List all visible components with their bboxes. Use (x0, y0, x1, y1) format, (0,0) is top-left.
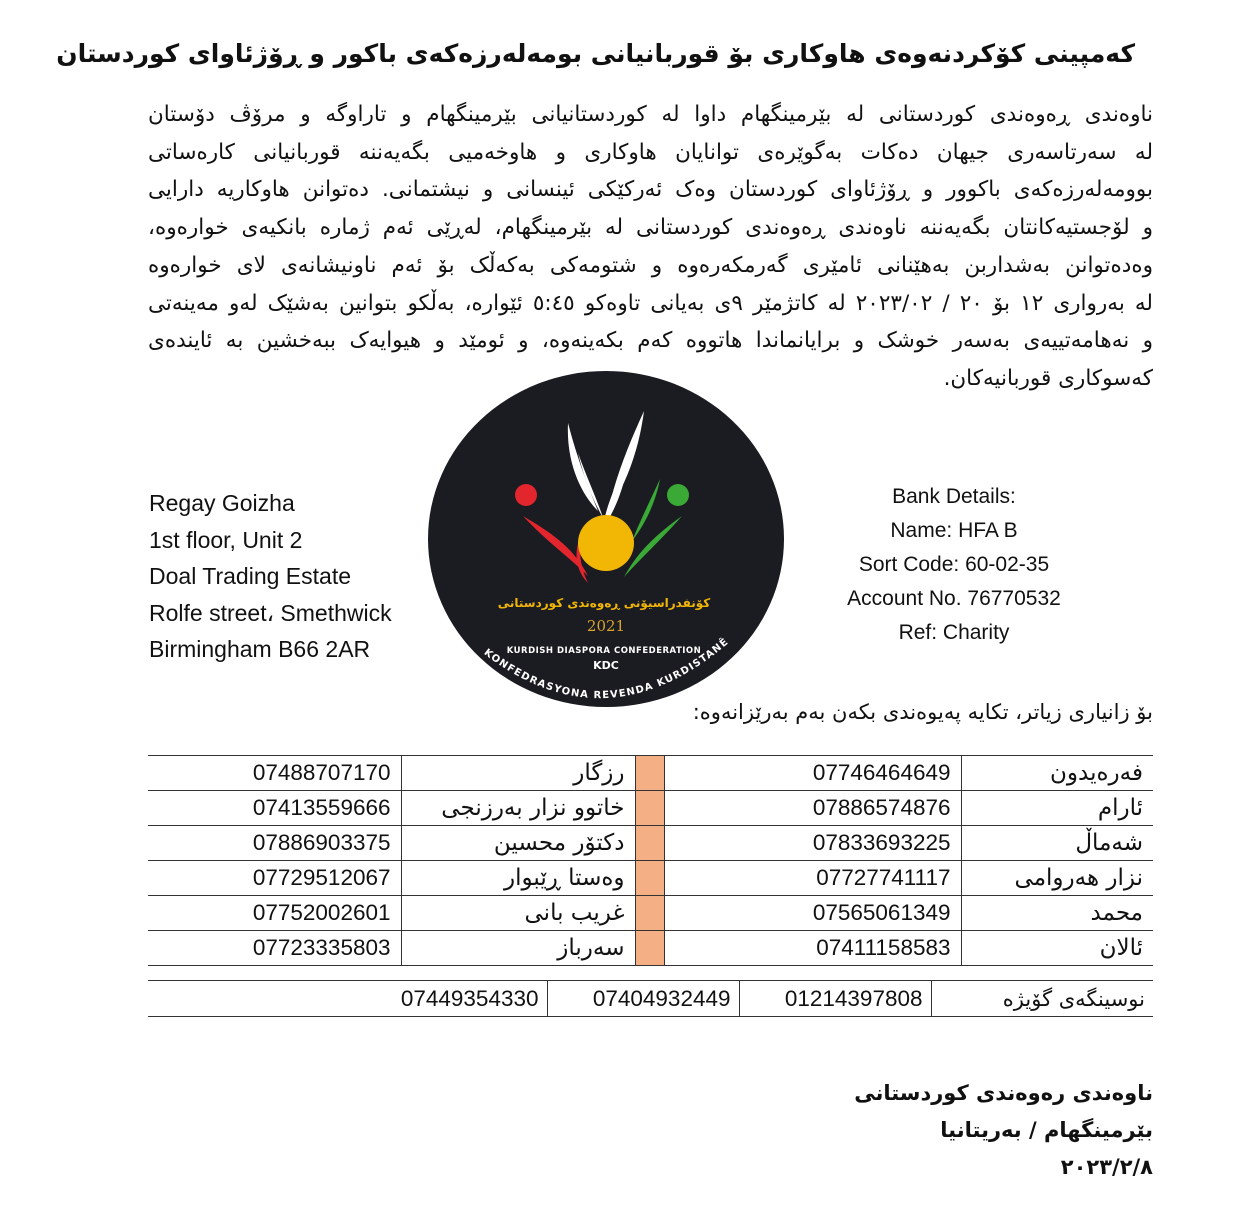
address-line: Regay Goizha (149, 490, 295, 516)
intro-paragraph (148, 96, 1153, 398)
logo-yellow-sun (578, 515, 634, 571)
office-phones-table (148, 980, 1153, 1017)
bank-account-number: Account No. 76770532 (847, 587, 1061, 610)
table-row (148, 756, 1153, 791)
signature-location: بێرمینگهام / بەریتانیا (940, 1118, 1153, 1142)
contact-phone: 07488707170 (148, 756, 401, 791)
table-row (148, 791, 1153, 826)
table-row (148, 931, 1153, 966)
table-row (148, 896, 1153, 931)
contacts-table (148, 755, 1153, 966)
contact-phone: 07729512067 (148, 861, 401, 896)
contact-phone: 07886574876 (664, 791, 961, 826)
office-phone: 07449354330 (148, 981, 547, 1017)
bank-reference: Ref: Charity (898, 621, 1010, 644)
contact-phone: 07833693225 (664, 826, 961, 861)
bank-name: Name: HFA B (890, 519, 1018, 542)
contact-note: بۆ زانیاری زیاتر، تکایە پەیوەندی بکەن بەم بەرێزانەوە: (692, 700, 1153, 724)
contact-phone: 07723335803 (148, 931, 401, 966)
table-separator-cell (635, 861, 664, 896)
office-label: نوسینگەی گۆیژە (931, 981, 1153, 1017)
signature-block (700, 1075, 1153, 1186)
address-line: Birmingham B66 2AR (149, 636, 371, 662)
contact-phone: 07886903375 (148, 826, 401, 861)
contact-phone: 07565061349 (664, 896, 961, 931)
contact-name: ئارام (961, 791, 1153, 826)
intro-line: لە سەرتاسەری جیهان دەکات بەگوێرەی توانایان هاوکاری و هاوخەمیی بگەیەننە قوربانیانی کارەساتی (148, 139, 1153, 165)
contact-name: نزار هەروامی (961, 861, 1153, 896)
bank-sort-code: Sort Code: 60-02-35 (858, 553, 1050, 576)
intro-line: بوومەلەرزەکەی باکوور و ڕۆژئاوای کوردستان وەک ئەرکێکی ئینسانی و نیشتمانی. دەتوانن هاوکاریە دارایی (148, 177, 1153, 203)
office-phone: 01214397808 (739, 981, 931, 1017)
contact-phone: 07413559666 (148, 791, 401, 826)
table-separator-cell (635, 826, 664, 861)
address-line: Doal Trading Estate (149, 563, 352, 589)
intro-line: کەسوکاری قوربانیەکان. (943, 365, 1153, 391)
table-row (148, 981, 1153, 1017)
contact-name: سەرباز (401, 931, 635, 966)
drop-off-address (149, 485, 392, 668)
table-separator-cell (635, 756, 664, 791)
contact-name: ئالان (961, 931, 1153, 966)
page-title: کەمپینی کۆکردنەوەی هاوکاری بۆ قوربانیانی بومەلەرزەکەی باکور و ڕۆژئاوای کوردستان (56, 39, 1135, 68)
intro-line: و نەهامەتییەی بەسەر خوشک و برایانماندا هاتووە کەم بکەینەوە، و ئومێد و هیوایەک ببەخشین بە ئایندەی (148, 328, 1153, 354)
address-line: 1st floor, Unit 2 (149, 526, 303, 553)
contact-name: رزگار (401, 756, 635, 791)
logo-english-name: KURDISH DIASPORA CONFEDERATION (506, 646, 702, 656)
contact-name: شەماڵ (961, 826, 1153, 861)
contact-phone: 07752002601 (148, 896, 401, 931)
intro-line: ناوەندی ڕەوەندی کوردستانی لە بێرمینگهام داوا لە کوردستانیانی بێرمینگهام و تاراوگە و مرۆڤ دۆستان (148, 102, 1153, 127)
address-line: Rolfe street، Smethwick (149, 599, 392, 626)
kdc-logo (428, 371, 784, 707)
logo-red-head (515, 484, 537, 506)
office-phone: 07404932449 (547, 981, 739, 1017)
table-row (148, 826, 1153, 861)
contact-name: فەرەیدون (961, 756, 1153, 791)
signature-date: ٢٠٢٣/٢/٨ (1060, 1155, 1153, 1179)
bank-heading: Bank Details: (892, 485, 1016, 508)
signature-org: ناوەندی رەوەندی کوردستانی (854, 1081, 1153, 1105)
contact-name: خاتوو نزار بەرزنجی (401, 791, 635, 826)
contact-phone: 07411158583 (664, 931, 961, 966)
logo-arabic-name: کۆنفدراسیۆنی ڕەوەندی کوردستانی (497, 596, 711, 610)
contact-phone: 07727741117 (664, 861, 961, 896)
logo-year: 2021 (586, 617, 626, 635)
logo-acronym: KDC (593, 659, 619, 672)
intro-line: لە بەرواری ١٢ بۆ ٢٠ / ٢٠٢٣/٠٢ لە کاتژمێر ٩ی بەیانی تاوەکو ٥:٤٥ ئێوارە، بەڵکو بتوانین بەشێک لەو مەینەتی (148, 290, 1153, 316)
table-row (148, 861, 1153, 896)
intro-line: و لۆجستیەکانتان بگەیەننە ناوەندی ڕەوەندی کوردستانی لە بێرمینگهام، لەڕێی ئەم ژمارە بانکیەی خوارەوە، (148, 215, 1153, 241)
contact-phone: 07746464649 (664, 756, 961, 791)
contact-name: دکتۆر محسین (401, 826, 635, 861)
table-separator-cell (635, 791, 664, 826)
table-separator-cell (635, 931, 664, 966)
table-separator-cell (635, 896, 664, 931)
contact-name: محمد (961, 896, 1153, 931)
intro-line: وەدەتوانن بەشداربن بەهێنانی ئامێری گەرمکەرەوە و شتومەکی بەکەڵک بۆ ئەم ناونیشانەی لای خوارەوە (148, 252, 1153, 278)
bank-details (820, 480, 1088, 650)
logo-kurmanji-name: KONFEDRASYONA REVENDA KURDISTANÊ (481, 636, 732, 702)
logo-green-head (667, 484, 689, 506)
contact-name: غریب بانی (401, 896, 635, 931)
contact-name: وەستا ڕێبوار (401, 861, 635, 896)
